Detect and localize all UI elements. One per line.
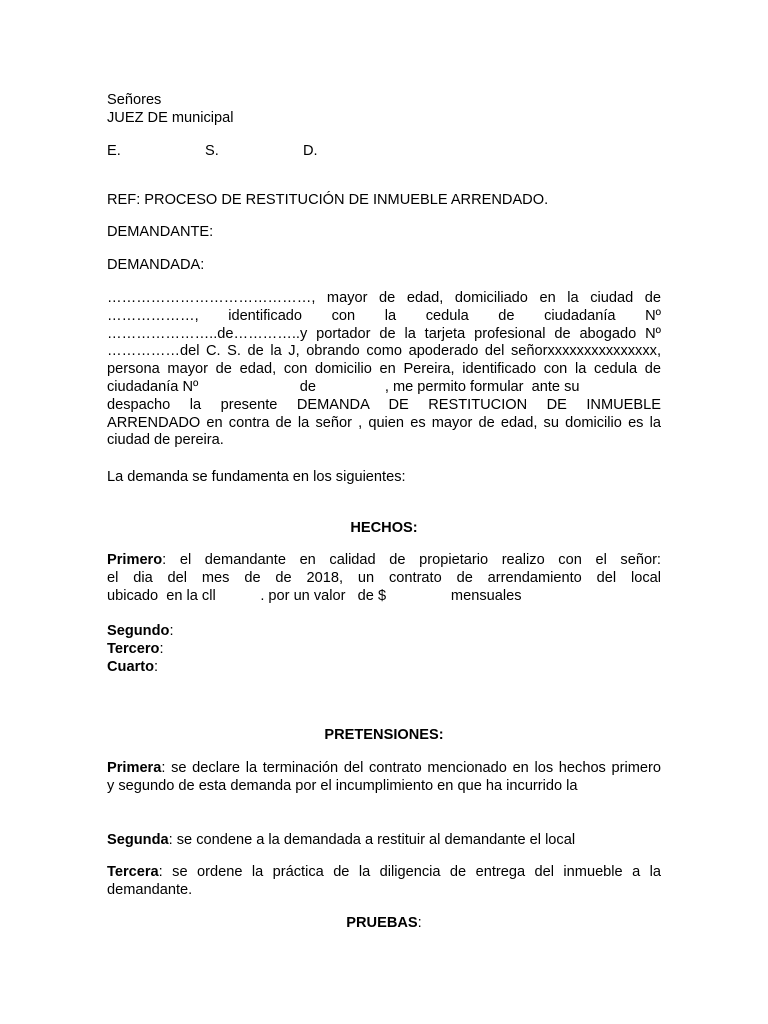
intro-line: ……………del C. S. de la J, obrando como apoderado del señorxxxxxxxxxxxxxxx, [107,343,661,360]
hecho-primero-line: ubicado en la cll . por un valor de $ mensuales [107,587,522,604]
hecho-primero-line: el dia del mes de de 2018, un contrato de arrendamiento del local [107,569,661,586]
intro-line: despacho la presente DEMANDA DE RESTITUCION DE INMUEBLE [107,396,661,413]
esd-e: E. [107,143,121,159]
hecho-primero-line [107,552,661,570]
intro-line: ciudad de pereira. [107,432,224,449]
pretension-tercera-line [107,864,661,882]
pruebas-heading [107,915,661,933]
hecho-segundo [107,623,174,641]
pretension-segunda [107,832,575,850]
pretension-segunda-label: Segunda [107,832,169,848]
pretension-tercera-label: Tercera [107,864,159,880]
fundamento-line: La demanda se fundamenta en los siguientes: [107,469,406,485]
pretension-tercera [107,864,661,900]
hecho-cuarto-label: Cuarto [107,659,155,675]
pretension-tercera-line: demandante. [107,881,193,898]
hecho-colon: : [169,623,174,639]
reference-line: REF: PROCESO DE RESTITUCIÓN DE INMUEBLE ARRENDADO. [107,192,549,208]
hecho-cuarto [107,659,158,677]
pretension-segunda-text: : se condene a la demandada a restituir al demandante el local [168,832,576,848]
pretension-primera-label: Primera [107,760,162,776]
pretension-primera-line: y segundo de esta demanda por el incumplimiento en que ha incurrido la [107,777,578,794]
pruebas-colon: : [417,915,422,931]
intro-line: persona mayor de edad, con domicilio en Pereira, identificado con la cedula de [107,361,661,378]
hecho-primero-text: : el demandante en calidad de propietario realizo con el señor: [162,552,661,568]
pretension-primera [107,760,661,796]
intro-line: …………………..de…………..y portador de la tarjeta profesional de abogado Nº [107,325,661,342]
esd-s: S. [205,143,219,159]
intro-line: ARRENDADO en contra de la señor , quien es mayor de edad, su domicilio es la [107,414,661,431]
pretension-tercera-text: : se ordene la práctica de la diligencia de entrega del inmueble a la [158,864,661,880]
pretensiones-heading: PRETENSIONES: [324,727,444,743]
hecho-segundo-label: Segundo [107,623,170,639]
hecho-colon: : [159,641,164,657]
pretension-primera-text: : se declare la terminación del contrato mencionado en los hechos primero [161,760,661,776]
hecho-colon: : [154,659,159,675]
demandante-label: DEMANDANTE: [107,224,214,240]
hechos-heading: HECHOS: [350,520,418,536]
demandada-label: DEMANDADA: [107,257,205,273]
hecho-tercero [107,641,164,659]
salutation: Señores [107,92,162,108]
hecho-tercero-label: Tercero [107,641,160,657]
pruebas-label: PRUEBAS [346,915,418,931]
intro-paragraph [107,290,661,450]
pretension-primera-line [107,760,661,778]
intro-line: ciudadanía Nº de , me permito formular ante su [107,378,580,395]
recipient: JUEZ DE municipal [107,110,234,126]
intro-line: ………………, identificado con la cedula de ciudadanía Nº [107,307,661,324]
hecho-primero [107,552,661,605]
esd-d: D. [303,143,318,159]
intro-line: ……………………………………, mayor de edad, domiciliado en la ciudad de [107,290,661,306]
hecho-primero-label: Primero [107,552,163,568]
